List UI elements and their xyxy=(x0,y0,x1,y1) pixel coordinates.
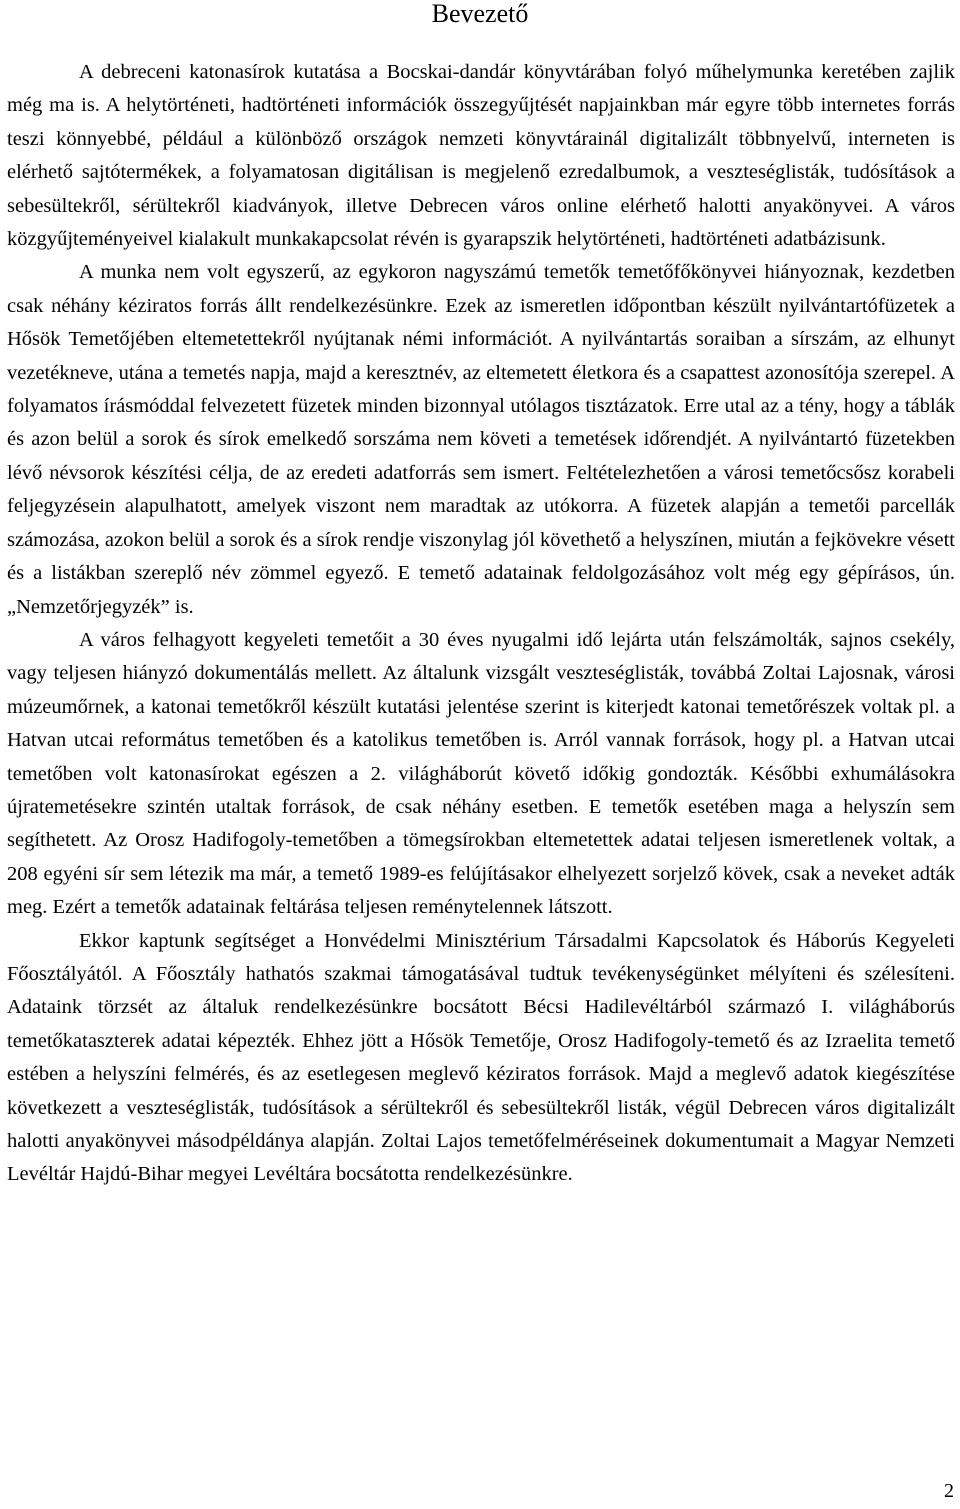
page-title: Bevezető xyxy=(431,0,529,28)
body-text xyxy=(7,56,955,1192)
paragraph: Ekkor kaptunk segítséget a Honvédelmi Minisztérium Társadalmi Kapcsolatok és Háborús Kegyeleti Főosztályától. A Főosztály hathatós szakmai támogatásával tudtuk tevékenységünket mélyíteni és szélesíteni. Adataink törzsét az általuk rendelkezésünkre bocsátott Bécsi Hadilevéltárból származó I. világháborús temetőkataszterek adatai képezték. Ehhez jött a Hősök Temetője, Orosz Hadifogoly-temető és az Izraelita temető estében a helyszíni felmérés, és az esetlegesen meglevő kéziratos források. Majd a meglevő adatok kiegészítése következett a veszteséglisták, tudósítások a sérültekről és sebesültekről listák, végül Debrecen város digitalizált halotti anyakönyvei másodpéldánya alapján. Zoltai Lajos temetőfelméréseinek dokumentumait a Magyar Nemzeti Levéltár Hajdú-Bihar megyei Levéltára bocsátotta rendelkezésünkre. xyxy=(7,929,955,1186)
paragraph: A munka nem volt egyszerű, az egykoron nagyszámú temetők temetőfőkönyvei hiányoznak, kezdetben csak néhány kéziratos forrás állt rendelkezésünkre. Ezek az ismeretlen időpontban készült nyilvántartófüzetek a Hősök Temetőjében eltemetettekről nyújtanak némi információt. A nyilvántartás soraiban a sírszám, az elhunyt vezetékneve, utána a temetés napja, majd a keresztnév, az eltemetett életkora és a csapattest azonosítója szerepel. A folyamatos írásmóddal felvezetett füzetek minden bizonnyal utólagos tisztázatok. Erre utal az a tény, hogy a táblák és azon belül a sorok és sírok emelkedő sorszáma nem követi a temetések időrendjét. A nyilvántartó füzetekben lévő névsorok készítési célja, de az eredeti adatforrás sem ismert. Feltételezhetően a városi temetőcsősz korabeli feljegyzésein alapulhatott, amelyek viszont nem maradtak az utókorra. A füzetek alapján a temetői parcellák számozása, azokon belül a sorok és a sírok rendje viszonylag jól követhető a helyszínen, miután a fejkövekre vésett és a listákban szereplő név zömmel egyező. E temető adatainak feldolgozásához volt még egy gépírásos, ún. „Nemzetőrjegyzék” is. xyxy=(7,261,955,618)
page-number: 2 xyxy=(944,1480,954,1502)
paragraph: A debreceni katonasírok kutatása a Bocskai-dandár könyvtárában folyó műhelymunka keretében zajlik még ma is. A helytörténeti, hadtörténeti információk összegyűjtését napjainkban már egyre több internetes forrás teszi könnyebbé, például a különböző országok nemzeti könyvtárainál digitalizált többnyelvű, interneten is elérhető sajtótermékek, a folyamatosan digitálisan is megjelenő ezredalbumok, a veszteséglisták, tudósítások a sebesültekről, sérültekről kiadványok, illetve Debrecen város online elérhető halotti anyakönyvei. A város közgyűjteményeivel kialakult munkakapcsolat révén is gyarapszik helytörténeti, hadtörténeti adatbázisunk. xyxy=(7,61,955,251)
paragraph: A város felhagyott kegyeleti temetőit a 30 éves nyugalmi idő lejárta után felszámolták, sajnos csekély, vagy teljesen hiányzó dokumentálás mellett. Az általunk vizsgált veszteséglisták, továbbá Zoltai Lajosnak, városi múzeumőrnek, a katonai temetőkről készült kutatási jelentése szerint is kiterjedt katonai temetőrészek voltak pl. a Hatvan utcai református temetőben és a katolikus temetőben is. Arról vannak források, hogy pl. a Hatvan utcai temetőben volt katonasírokat egészen a 2. világháborút követő időkig gondozták. Későbbi exhumálásokra újratemetésekre szintén utaltak források, de csak néhány esetben. E temetők esetében maga a helyszín sem segíthetett. Az Orosz Hadifogoly-temetőben a tömegsírokban eltemetettek adatai teljesen ismeretlenek voltak, a 208 egyéni sír sem létezik ma már, a temető 1989-es felújításakor elhelyezett sorjelző kövek, csak a neveket adták meg. Ezért a temetők adatainak feltárása teljesen reménytelennek látszott. xyxy=(7,628,955,919)
